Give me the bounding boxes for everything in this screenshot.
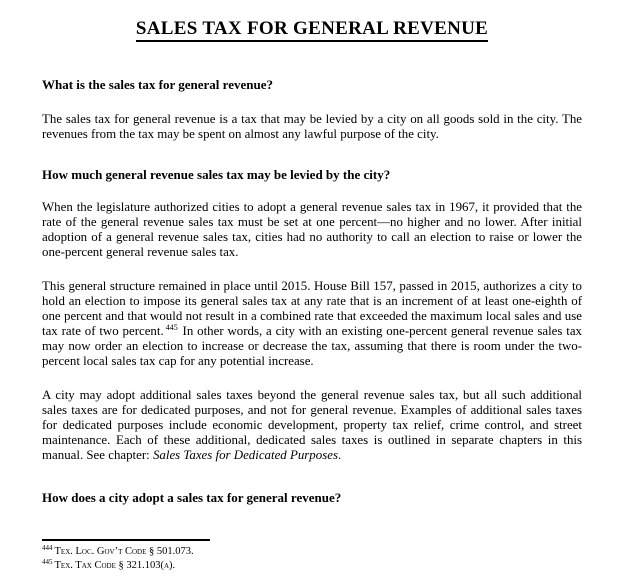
- paragraph-dedicated-purposes-period: .: [337, 448, 342, 462]
- paragraph-house-bill-157-continuation: In other words, a city with an existing one-percent general revenue sales tax may now order an election to increase or decrease the tax, assuming that there is room under the two-percent local sales tax cap for any potential increase.: [42, 324, 582, 368]
- footnote-separator-line: [42, 539, 210, 541]
- chapter-reference-italic: Sales Taxes for Dedicated Purposes: [152, 448, 338, 462]
- footnote-444-citation: Tex. Loc. Gov’t Code § 501.073.: [54, 546, 194, 557]
- footnote-section: [42, 539, 582, 572]
- footnote-444-marker: 444: [42, 544, 53, 552]
- heading-what-is-sales-tax: What is the sales tax for general revenue?: [42, 77, 273, 92]
- paragraph-what-is-sales-tax: The sales tax for general revenue is a tax that may be levied by a city on all goods sold in the city. The revenues from the tax may be spent on almost any lawful purpose of the city.: [42, 112, 582, 141]
- heading-how-much-levied: How much general revenue sales tax may be levied by the city?: [42, 167, 391, 182]
- footnote-reference-445: 445: [165, 323, 178, 332]
- footnote-445-citation: Tex. Tax Code § 321.103(a).: [54, 559, 176, 571]
- footnote-445: [42, 559, 582, 573]
- paragraph-1967-history: When the legislature authorized cities to adopt a general revenue sales tax in 1967, it provided that the rate of the general revenue sales tax must be set at one percent—no higher and no lower. After initial adoption of a general revenue sales tax, cities had no authority to call an election to raise or lower the one-percent general revenue sales tax.: [42, 200, 582, 259]
- paragraph-dedicated-purposes-text: A city may adopt additional sales taxes beyond the general revenue sales tax, but all such additional sales taxes are for dedicated purposes, and not for general revenue. Examples of additional sales taxes for dedicated purposes include economic development, property tax relief, crime control, and street maintenance. Each of these additional, dedicated sales taxes is outlined in separate chapters in this manual. See chapter:: [42, 388, 582, 462]
- page-title: [42, 18, 582, 40]
- heading-how-adopt: How does a city adopt a sales tax for general revenue?: [42, 490, 342, 505]
- paragraph-dedicated-purposes: [42, 388, 582, 463]
- page-title-text: SALES TAX FOR GENERAL REVENUE: [136, 18, 488, 42]
- paragraph-house-bill-157: [42, 279, 582, 369]
- footnote-445-marker: 445: [42, 557, 53, 566]
- footnote-444: [42, 545, 582, 559]
- paragraph-house-bill-157-text: This general structure remained in place until 2015. House Bill 157, passed in 2015, authorizes a city to hold an election to impose its general sales tax at any rate that is an increment of at least one-eighth of one percent and that would not result in a combined rate that exceeded the maximum local sales and use tax rate of two percent.: [42, 279, 582, 338]
